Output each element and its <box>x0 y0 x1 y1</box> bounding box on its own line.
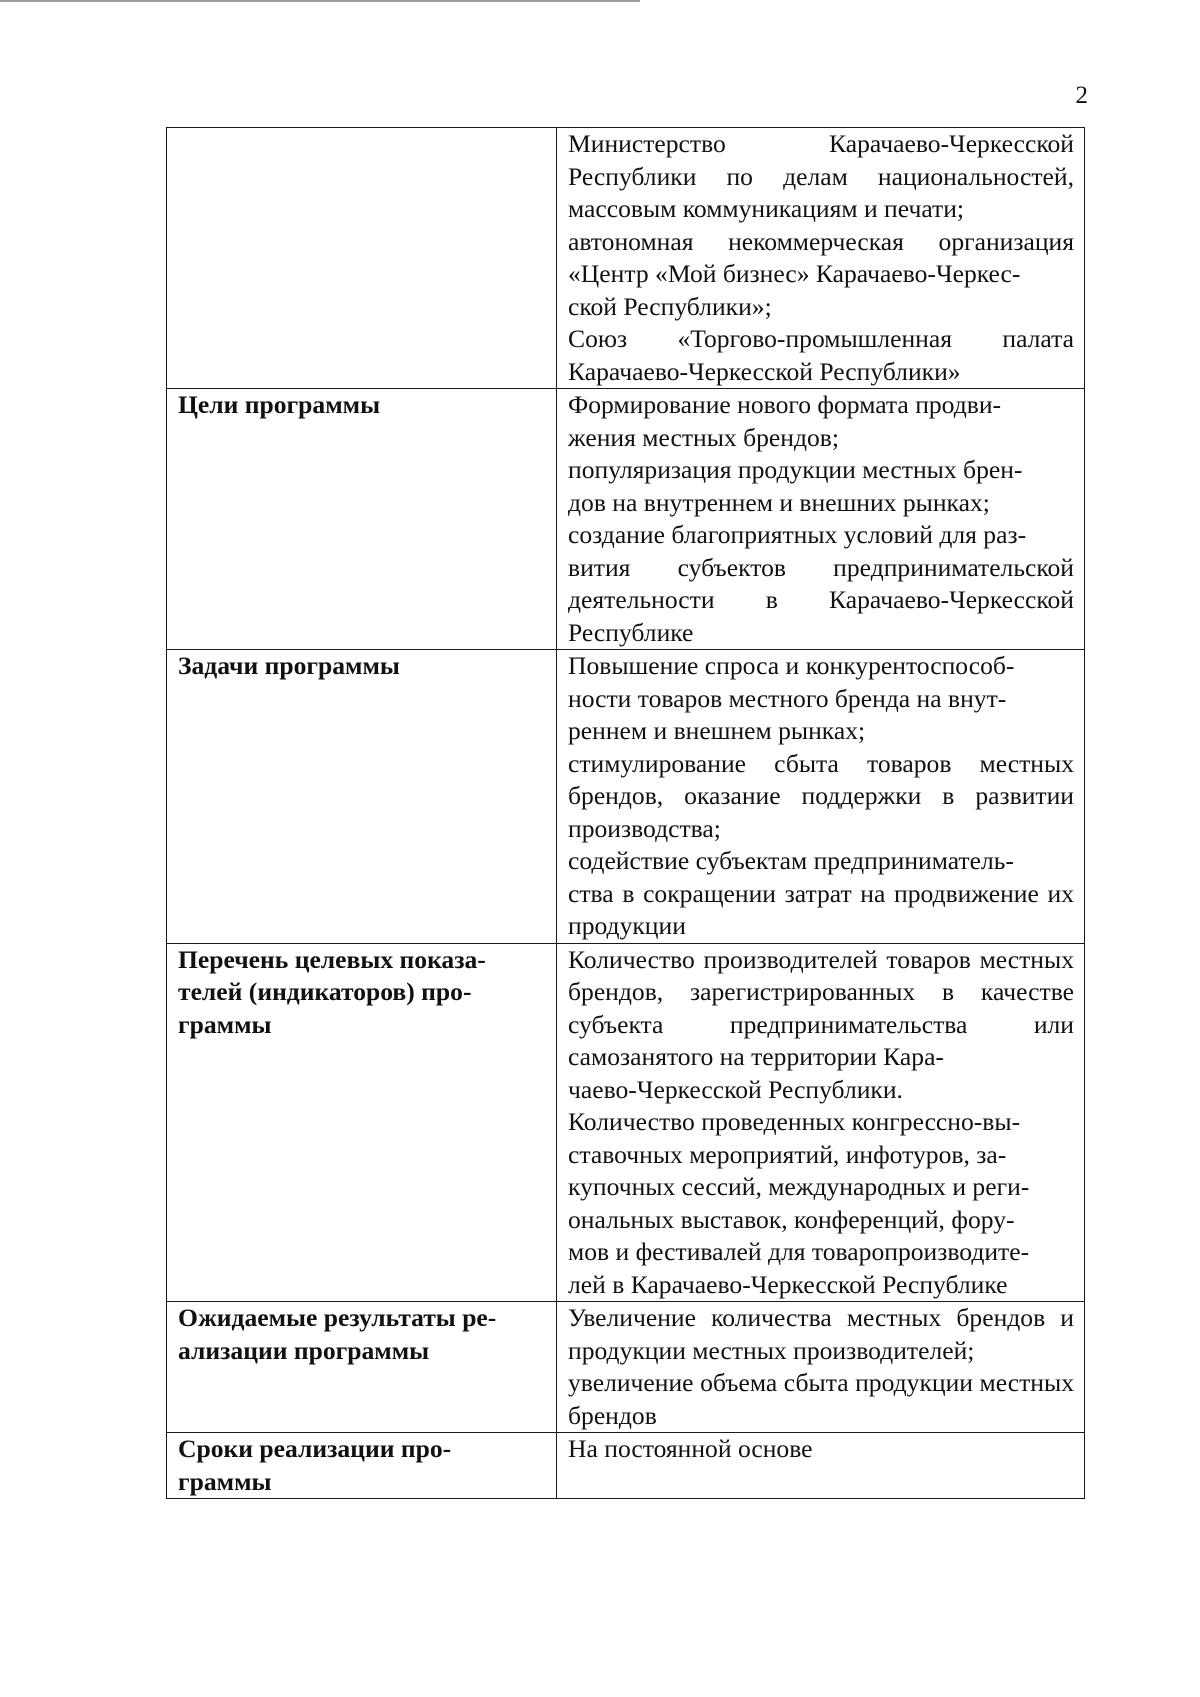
row-label-text: Задачи программы <box>178 651 400 680</box>
value-paragraph: Министерство Карачаево-Черкесской Республики по делам национальностей, массовым коммуникациям и печати; <box>568 129 1074 223</box>
table-row-tasks <box>167 650 1085 944</box>
value-paragraph: автономная некоммерческая организация «Центр «Мой бизнес» Карачаево-Черкес- ской Республики»; <box>568 226 1074 321</box>
value-paragraph: содействие субъектам предприниматель- ства в сокращении затрат на продвижение их продукции <box>568 846 1074 940</box>
table-row-timeline <box>167 1433 1085 1499</box>
row-label <box>167 650 557 944</box>
value-paragraph: стимулирование сбыта товаров местных брендов, оказание поддержки в развитии производства; <box>568 748 1074 843</box>
row-value <box>557 389 1085 650</box>
value-paragraph: Количество производителей товаров местных брендов, зарегистрированных в качестве субъекта предпринимательства или самозанятого на территории Кара- чаево-Черкесской Республики. <box>568 944 1074 1104</box>
row-label-text: Сроки реализации про- граммы <box>178 1434 452 1496</box>
value-paragraph: увеличение объема сбыта продукции местных брендов <box>568 1368 1074 1430</box>
row-label-text: Ожидаемые результаты ре- ализации программы <box>178 1303 497 1365</box>
row-value <box>557 1302 1085 1433</box>
value-paragraph: Увеличение количества местных брендов и продукции местных производителей; <box>568 1303 1074 1365</box>
value-paragraph: Союз «Торгово-промышленная палата Карачаево-Черкесской Республики» <box>568 324 1074 386</box>
row-label <box>167 943 557 1302</box>
value-paragraph: популяризация продукции местных брен- дов на внутреннем и внешних рынках; <box>568 455 1023 517</box>
row-value <box>557 1433 1085 1499</box>
row-label <box>167 1302 557 1433</box>
value-paragraph: Повышение спроса и конкурентоспособ- ности товаров местного бренда на внут- реннем и внешнем рынках; <box>568 651 1015 745</box>
row-value <box>557 650 1085 944</box>
value-paragraph: На постоянной основе <box>568 1434 813 1463</box>
row-value <box>557 128 1085 389</box>
row-label <box>167 128 557 389</box>
scan-edge-line <box>0 0 640 2</box>
row-label-text: Перечень целевых показа- телей (индикаторов) про- граммы <box>178 944 486 1039</box>
table-row-expected-results <box>167 1302 1085 1433</box>
value-paragraph: Формирование нового формата продви- жения местных брендов; <box>568 390 1002 452</box>
page-number: 2 <box>1075 82 1088 109</box>
value-paragraph: создание благоприятных условий для раз- вития субъектов предпринимательской деятельности в Карачаево-Черкесской Республике <box>568 520 1074 647</box>
value-paragraph: Количество проведенных конгрессно-вы- ставочных мероприятий, инфотуров, за- купочных сессий, международных и реги- ональных выставок, конференций, фору- мов и фестивалей для товаропроизводите- лей в Карачаево-Черкесской Республике <box>568 1107 1030 1299</box>
table-row-goals <box>167 389 1085 650</box>
program-passport-table <box>166 127 1085 1499</box>
table-row-participants <box>167 128 1085 389</box>
table-row-indicators <box>167 943 1085 1302</box>
row-label <box>167 1433 557 1499</box>
row-label-text: Цели программы <box>178 390 381 419</box>
row-value <box>557 943 1085 1302</box>
row-label <box>167 389 557 650</box>
